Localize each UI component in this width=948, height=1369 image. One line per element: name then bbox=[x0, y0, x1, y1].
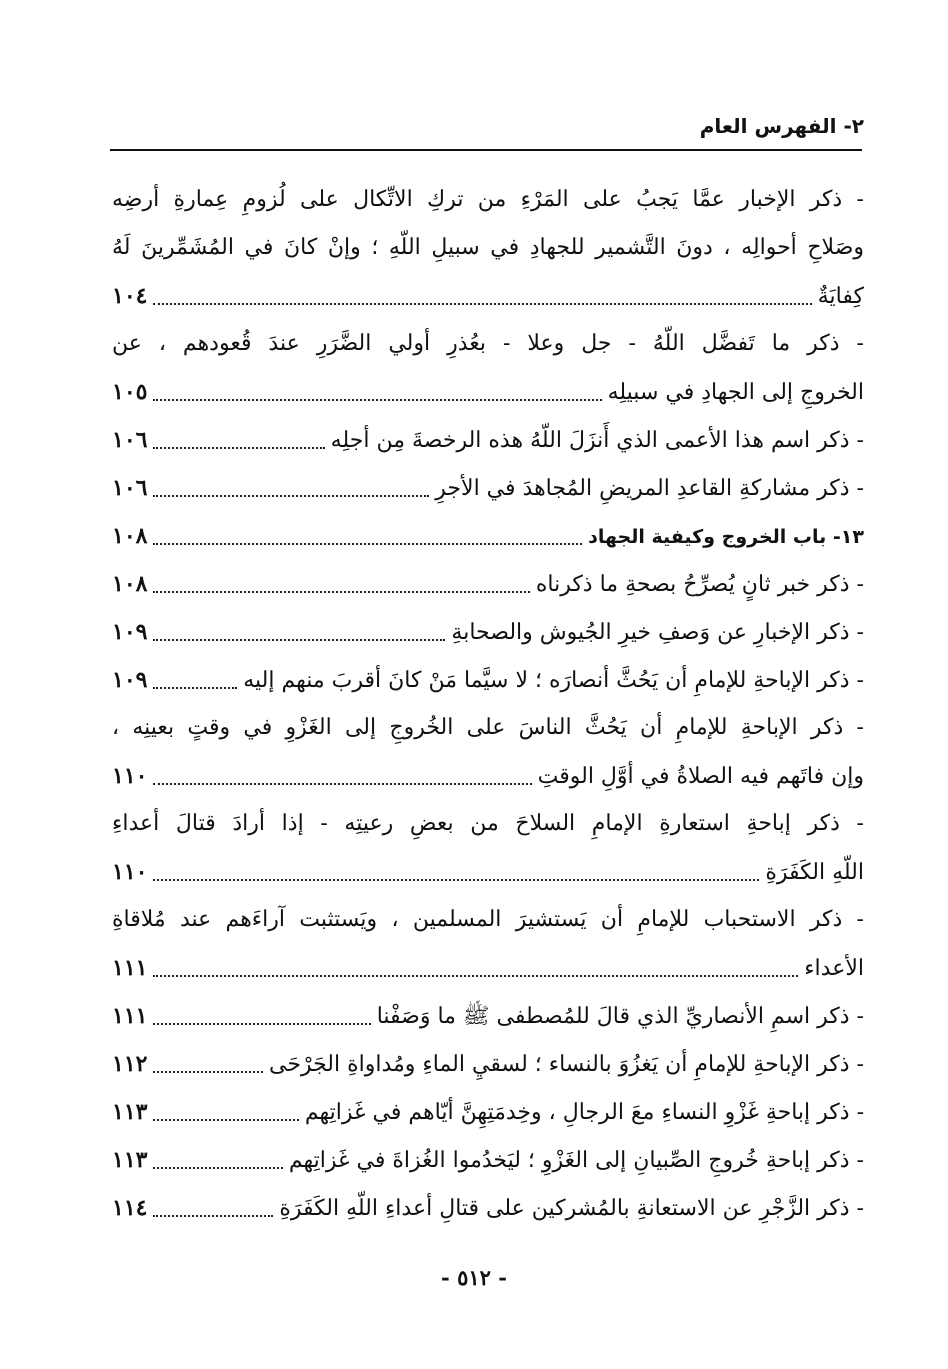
entry-title: - ذكر إباحةِ غَزْوِ النساءِ معَ الرجالِ ، وخِدمَتِهِنَّ أيّاهم في غَزاتِهم bbox=[304, 1100, 864, 1125]
entry-title: الخروجِ إلى الجهادِ في سبيلِه bbox=[607, 380, 864, 405]
entry-title: - ذكر مشاركةِ القاعدِ المريضِ المُجاهدَ في الأجرِ bbox=[435, 476, 864, 501]
entry-page-number: ١٠٩ bbox=[112, 667, 148, 693]
dot-leader bbox=[153, 495, 429, 497]
entry-final-line bbox=[112, 1040, 864, 1088]
entry-text-line: - ذكر الإخبار عمَّا يَجبُ على المَرْءِ من تركِ الاتِّكال على لُزومِ عِمارةِ أرضِه bbox=[112, 187, 864, 212]
entry-final-line bbox=[112, 608, 864, 656]
entry-title: - ذكر خبر ثانٍ يُصرِّحُ بصحةِ ما ذكرناه bbox=[535, 572, 864, 597]
index-entries bbox=[112, 176, 864, 1232]
entry-title: - ذكر الإباحةِ للإمامِ أن يَحُثَّ أنصارَه ؛ لا سيَّما مَنْ كانَ أقربَ منهم إليه bbox=[243, 668, 864, 693]
entry-page-number: ١١١ bbox=[112, 1003, 148, 1029]
entry-title: - ذكر الإخبارِ عن وَصفِ خيرِ الجُيوش والصحابةِ bbox=[451, 620, 864, 645]
dot-leader bbox=[153, 1071, 263, 1073]
dot-leader bbox=[153, 1119, 298, 1121]
entry-page-number: ١١٢ bbox=[112, 1051, 148, 1077]
index-entry bbox=[112, 464, 864, 512]
entry-title: ١٣- باب الخروج وكيفية الجهاد bbox=[588, 526, 864, 548]
dot-leader bbox=[153, 447, 324, 449]
dot-leader bbox=[153, 543, 582, 545]
entry-text-line: - ذكر الإباحةِ للإمامِ أن يَحُثَّ الناسَ على الخُروجِ إلى الغَزْوِ في وقتٍ بعينِه ، bbox=[112, 715, 864, 740]
entry-page-number: ١١٣ bbox=[112, 1147, 148, 1173]
index-entry bbox=[112, 992, 864, 1040]
index-entry bbox=[112, 416, 864, 464]
entry-final-line bbox=[112, 464, 864, 512]
entry-final-line bbox=[112, 1184, 864, 1232]
entry-text-line: - ذكر إباحةِ استعارةِ الإمامِ السلاحَ من بعضِ رعيتِه - إذا أرادَ قتالَ أعداءِ bbox=[112, 811, 864, 836]
entry-final-line bbox=[112, 992, 864, 1040]
entry-title: كِفايَةٌ bbox=[817, 284, 864, 309]
entry-title: - ذكر الزَّجْرِ عن الاستعانةِ بالمُشركين على قتالِ أعداءِ اللّهِ الكَفَرَةِ bbox=[279, 1196, 864, 1221]
entry-page-number: ١١٠ bbox=[112, 763, 148, 789]
entry-page-number: ١١١ bbox=[112, 955, 148, 981]
entry-final-line bbox=[112, 752, 864, 800]
dot-leader bbox=[153, 399, 601, 401]
entry-final-line bbox=[112, 656, 864, 704]
index-entry bbox=[112, 656, 864, 704]
entry-text-line: وصَلاحِ أحوالِه ، دونَ التَّشمير للجهادِ في سبيلِ اللّهِ ؛ وإنْ كانَ في المُشَمِّرينَ لَهُ bbox=[112, 235, 864, 260]
dot-leader bbox=[153, 687, 237, 689]
dot-leader bbox=[153, 303, 811, 305]
entry-text-line: - ذكر ما تَفضَّل اللّهُ - جل وعلا - بعُذرِ أولي الضَّرَرِ عندَ قُعودهم ، عن bbox=[112, 331, 864, 356]
dot-leader bbox=[153, 639, 445, 641]
entry-page-number: ١١٣ bbox=[112, 1099, 148, 1125]
entry-final-line bbox=[112, 272, 864, 320]
entry-final-line bbox=[112, 560, 864, 608]
entry-title: - ذكر اسم هذا الأعمى الذي أَنزَلَ اللّهُ هذه الرخصةَ مِن أجلِه bbox=[330, 428, 864, 453]
index-entry bbox=[112, 176, 864, 320]
index-entry bbox=[112, 560, 864, 608]
entry-title: - ذكر إباحةِ خُروجِ الصِّبيانِ إلى الغَزْوِ ؛ ليَخدُموا الغُزاةَ في غَزاتِهم bbox=[288, 1148, 864, 1173]
dot-leader bbox=[153, 1023, 370, 1025]
dot-leader bbox=[153, 1167, 282, 1169]
index-entry bbox=[112, 704, 864, 800]
index-entry bbox=[112, 800, 864, 896]
index-entry bbox=[112, 608, 864, 656]
entry-page-number: ١٠٥ bbox=[112, 379, 148, 405]
index-entry bbox=[112, 1040, 864, 1088]
entry-page-number: ١٠٤ bbox=[112, 283, 148, 309]
page-number: - ٥١٢ - bbox=[441, 1265, 507, 1290]
entry-page-number: ١٠٩ bbox=[112, 619, 148, 645]
header-divider bbox=[110, 149, 862, 151]
entry-page-number: ١٠٦ bbox=[112, 475, 148, 501]
entry-page-number: ١١٠ bbox=[112, 859, 148, 885]
index-entry bbox=[112, 320, 864, 416]
entry-final-line bbox=[112, 416, 864, 464]
index-entry bbox=[112, 1088, 864, 1136]
entry-final-line bbox=[112, 944, 864, 992]
entry-title: الأعداء bbox=[804, 956, 864, 981]
dot-leader bbox=[153, 879, 759, 881]
index-entry bbox=[112, 1184, 864, 1232]
entry-final-line bbox=[112, 1136, 864, 1184]
section-heading-entry bbox=[112, 512, 864, 560]
entry-final-line bbox=[112, 848, 864, 896]
entry-page-number: ١٠٨ bbox=[112, 571, 148, 597]
entry-page-number: ١٠٨ bbox=[112, 523, 148, 549]
entry-title: وإن فاتَهم فيه الصلاةُ في أوَّلِ الوقتِ bbox=[537, 764, 864, 789]
entry-title: - ذكر اسمِ الأنصاريِّ الذي قالَ للمُصطفى ﷺ ما وَصَفْنا bbox=[376, 1004, 864, 1029]
entry-page-number: ١٠٦ bbox=[112, 427, 148, 453]
entry-text-line: - ذكر الاستحباب للإمامِ أن يَستشيرَ المسلمين ، ويَستثبت آراءَهم عند مُلاقاةِ bbox=[112, 907, 864, 932]
entry-final-line bbox=[112, 1088, 864, 1136]
entry-title: - ذكر الإباحةِ للإمامِ أن يَغزُوَ بالنساء ؛ لسقيِ الماءِ ومُداواةِ الجَرْحَى bbox=[269, 1052, 864, 1077]
entry-title: اللّهِ الكَفَرَةِ bbox=[765, 860, 864, 885]
entry-final-line bbox=[112, 512, 864, 560]
dot-leader bbox=[153, 783, 531, 785]
entry-final-line bbox=[112, 368, 864, 416]
index-entry bbox=[112, 896, 864, 992]
entry-page-number: ١١٤ bbox=[112, 1195, 148, 1221]
dot-leader bbox=[153, 591, 529, 593]
dot-leader bbox=[153, 975, 798, 977]
page-header-title: ٢- الفهرس العام bbox=[699, 114, 864, 138]
index-entry bbox=[112, 1136, 864, 1184]
dot-leader bbox=[153, 1215, 273, 1217]
